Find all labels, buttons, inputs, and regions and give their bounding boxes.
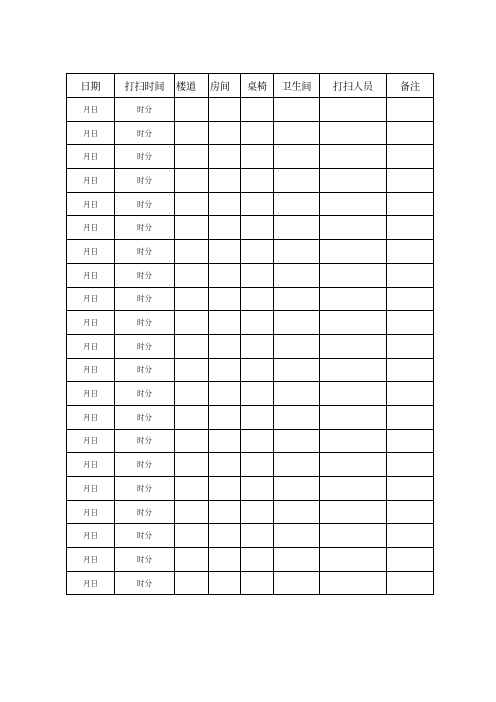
desks-chairs-cell [241, 382, 274, 406]
room-cell [209, 287, 241, 311]
corridor-cell [175, 287, 209, 311]
desks-chairs-cell [241, 500, 274, 524]
table-row [67, 358, 434, 382]
time-cell: 时分 [115, 429, 175, 453]
table-row [67, 334, 434, 358]
remarks-cell [387, 287, 434, 311]
header-restroom: 卫生间 [274, 74, 320, 98]
time-cell: 时分 [115, 405, 175, 429]
table-row [67, 405, 434, 429]
time-cell: 时分 [115, 571, 175, 595]
table-row [67, 429, 434, 453]
room-cell [209, 216, 241, 240]
room-cell [209, 263, 241, 287]
cleaner-cell [320, 169, 387, 193]
room-cell [209, 240, 241, 264]
table-row [67, 98, 434, 122]
date-cell: 月日 [67, 358, 115, 382]
time-cell: 时分 [115, 382, 175, 406]
remarks-cell [387, 477, 434, 501]
date-cell: 月日 [67, 571, 115, 595]
time-cell: 时分 [115, 358, 175, 382]
table-header-row [67, 74, 434, 98]
time-cell: 时分 [115, 500, 175, 524]
restroom-cell [274, 548, 320, 572]
date-cell: 月日 [67, 311, 115, 335]
table-row [67, 453, 434, 477]
room-cell [209, 169, 241, 193]
cleaner-cell [320, 263, 387, 287]
desks-chairs-cell [241, 453, 274, 477]
date-cell: 月日 [67, 121, 115, 145]
cleaning-record-table [66, 73, 434, 595]
restroom-cell [274, 263, 320, 287]
cleaner-cell [320, 287, 387, 311]
remarks-cell [387, 263, 434, 287]
corridor-cell [175, 121, 209, 145]
time-cell: 时分 [115, 240, 175, 264]
cleaner-cell [320, 145, 387, 169]
cleaner-cell [320, 405, 387, 429]
remarks-cell [387, 216, 434, 240]
cleaner-cell [320, 98, 387, 122]
remarks-cell [387, 145, 434, 169]
restroom-cell [274, 311, 320, 335]
table-row [67, 263, 434, 287]
desks-chairs-cell [241, 429, 274, 453]
date-cell: 月日 [67, 334, 115, 358]
corridor-cell [175, 216, 209, 240]
date-cell: 月日 [67, 192, 115, 216]
time-cell: 时分 [115, 477, 175, 501]
table-row [67, 121, 434, 145]
table-row [67, 382, 434, 406]
desks-chairs-cell [241, 192, 274, 216]
corridor-cell [175, 98, 209, 122]
date-cell: 月日 [67, 169, 115, 193]
table-row [67, 192, 434, 216]
restroom-cell [274, 192, 320, 216]
corridor-cell [175, 429, 209, 453]
corridor-cell [175, 240, 209, 264]
table-row [67, 216, 434, 240]
time-cell: 时分 [115, 287, 175, 311]
header-date: 日期 [67, 74, 115, 98]
room-cell [209, 311, 241, 335]
remarks-cell [387, 571, 434, 595]
remarks-cell [387, 429, 434, 453]
time-cell: 时分 [115, 192, 175, 216]
restroom-cell [274, 405, 320, 429]
room-cell [209, 145, 241, 169]
desks-chairs-cell [241, 571, 274, 595]
corridor-cell [175, 453, 209, 477]
restroom-cell [274, 334, 320, 358]
header-cleaning-time: 打扫时间 [115, 74, 175, 98]
restroom-cell [274, 216, 320, 240]
remarks-cell [387, 311, 434, 335]
restroom-cell [274, 169, 320, 193]
remarks-cell [387, 121, 434, 145]
cleaner-cell [320, 429, 387, 453]
corridor-cell [175, 500, 209, 524]
room-cell [209, 429, 241, 453]
time-cell: 时分 [115, 98, 175, 122]
corridor-cell [175, 192, 209, 216]
room-cell [209, 548, 241, 572]
date-cell: 月日 [67, 287, 115, 311]
corridor-cell [175, 263, 209, 287]
time-cell: 时分 [115, 548, 175, 572]
cleaner-cell [320, 524, 387, 548]
remarks-cell [387, 334, 434, 358]
time-cell: 时分 [115, 453, 175, 477]
time-cell: 时分 [115, 524, 175, 548]
time-cell: 时分 [115, 169, 175, 193]
corridor-cell [175, 524, 209, 548]
corridor-cell [175, 169, 209, 193]
corridor-cell [175, 358, 209, 382]
cleaner-cell [320, 571, 387, 595]
desks-chairs-cell [241, 405, 274, 429]
time-cell: 时分 [115, 263, 175, 287]
date-cell: 月日 [67, 429, 115, 453]
desks-chairs-cell [241, 98, 274, 122]
room-cell [209, 405, 241, 429]
remarks-cell [387, 169, 434, 193]
restroom-cell [274, 145, 320, 169]
table-row [67, 240, 434, 264]
time-cell: 时分 [115, 145, 175, 169]
desks-chairs-cell [241, 263, 274, 287]
table-row [67, 500, 434, 524]
restroom-cell [274, 382, 320, 406]
date-cell: 月日 [67, 500, 115, 524]
date-cell: 月日 [67, 477, 115, 501]
room-cell [209, 192, 241, 216]
cleaner-cell [320, 216, 387, 240]
desks-chairs-cell [241, 240, 274, 264]
desks-chairs-cell [241, 287, 274, 311]
restroom-cell [274, 571, 320, 595]
date-cell: 月日 [67, 216, 115, 240]
desks-chairs-cell [241, 548, 274, 572]
cleaner-cell [320, 358, 387, 382]
date-cell: 月日 [67, 145, 115, 169]
remarks-cell [387, 98, 434, 122]
cleaner-cell [320, 500, 387, 524]
corridor-cell [175, 477, 209, 501]
table-body [67, 98, 434, 595]
restroom-cell [274, 98, 320, 122]
restroom-cell [274, 358, 320, 382]
cleaner-cell [320, 382, 387, 406]
room-cell [209, 477, 241, 501]
date-cell: 月日 [67, 453, 115, 477]
corridor-cell [175, 571, 209, 595]
restroom-cell [274, 453, 320, 477]
corridor-cell [175, 405, 209, 429]
remarks-cell [387, 548, 434, 572]
desks-chairs-cell [241, 169, 274, 193]
remarks-cell [387, 382, 434, 406]
remarks-cell [387, 405, 434, 429]
remarks-cell [387, 192, 434, 216]
room-cell [209, 571, 241, 595]
corridor-cell [175, 311, 209, 335]
table-row [67, 571, 434, 595]
restroom-cell [274, 524, 320, 548]
cleaner-cell [320, 311, 387, 335]
corridor-cell [175, 548, 209, 572]
corridor-cell [175, 382, 209, 406]
cleaner-cell [320, 192, 387, 216]
restroom-cell [274, 500, 320, 524]
room-cell [209, 524, 241, 548]
room-cell [209, 500, 241, 524]
cleaner-cell [320, 453, 387, 477]
remarks-cell [387, 524, 434, 548]
time-cell: 时分 [115, 334, 175, 358]
desks-chairs-cell [241, 524, 274, 548]
room-cell [209, 382, 241, 406]
table-row [67, 311, 434, 335]
remarks-cell [387, 358, 434, 382]
remarks-cell [387, 500, 434, 524]
date-cell: 月日 [67, 263, 115, 287]
cleaner-cell [320, 240, 387, 264]
date-cell: 月日 [67, 98, 115, 122]
restroom-cell [274, 121, 320, 145]
table-row [67, 287, 434, 311]
restroom-cell [274, 429, 320, 453]
desks-chairs-cell [241, 477, 274, 501]
restroom-cell [274, 240, 320, 264]
time-cell: 时分 [115, 216, 175, 240]
cleaner-cell [320, 477, 387, 501]
date-cell: 月日 [67, 548, 115, 572]
restroom-cell [274, 287, 320, 311]
header-room: 房间 [209, 74, 241, 98]
date-cell: 月日 [67, 382, 115, 406]
desks-chairs-cell [241, 145, 274, 169]
date-cell: 月日 [67, 240, 115, 264]
desks-chairs-cell [241, 216, 274, 240]
remarks-cell [387, 240, 434, 264]
desks-chairs-cell [241, 358, 274, 382]
date-cell: 月日 [67, 405, 115, 429]
restroom-cell [274, 477, 320, 501]
date-cell: 月日 [67, 524, 115, 548]
header-desks-chairs: 桌椅 [241, 74, 274, 98]
corridor-cell [175, 334, 209, 358]
table-row [67, 477, 434, 501]
desks-chairs-cell [241, 121, 274, 145]
room-cell [209, 334, 241, 358]
room-cell [209, 358, 241, 382]
header-corridor: 楼道 [175, 74, 209, 98]
table-row [67, 145, 434, 169]
cleaner-cell [320, 548, 387, 572]
time-cell: 时分 [115, 121, 175, 145]
corridor-cell [175, 145, 209, 169]
header-remarks: 备注 [387, 74, 434, 98]
desks-chairs-cell [241, 334, 274, 358]
time-cell: 时分 [115, 311, 175, 335]
remarks-cell [387, 453, 434, 477]
room-cell [209, 453, 241, 477]
cleaner-cell [320, 121, 387, 145]
table-row [67, 169, 434, 193]
header-cleaner: 打扫人员 [320, 74, 387, 98]
table-row [67, 524, 434, 548]
cleaner-cell [320, 334, 387, 358]
table-row [67, 548, 434, 572]
room-cell [209, 121, 241, 145]
desks-chairs-cell [241, 311, 274, 335]
room-cell [209, 98, 241, 122]
